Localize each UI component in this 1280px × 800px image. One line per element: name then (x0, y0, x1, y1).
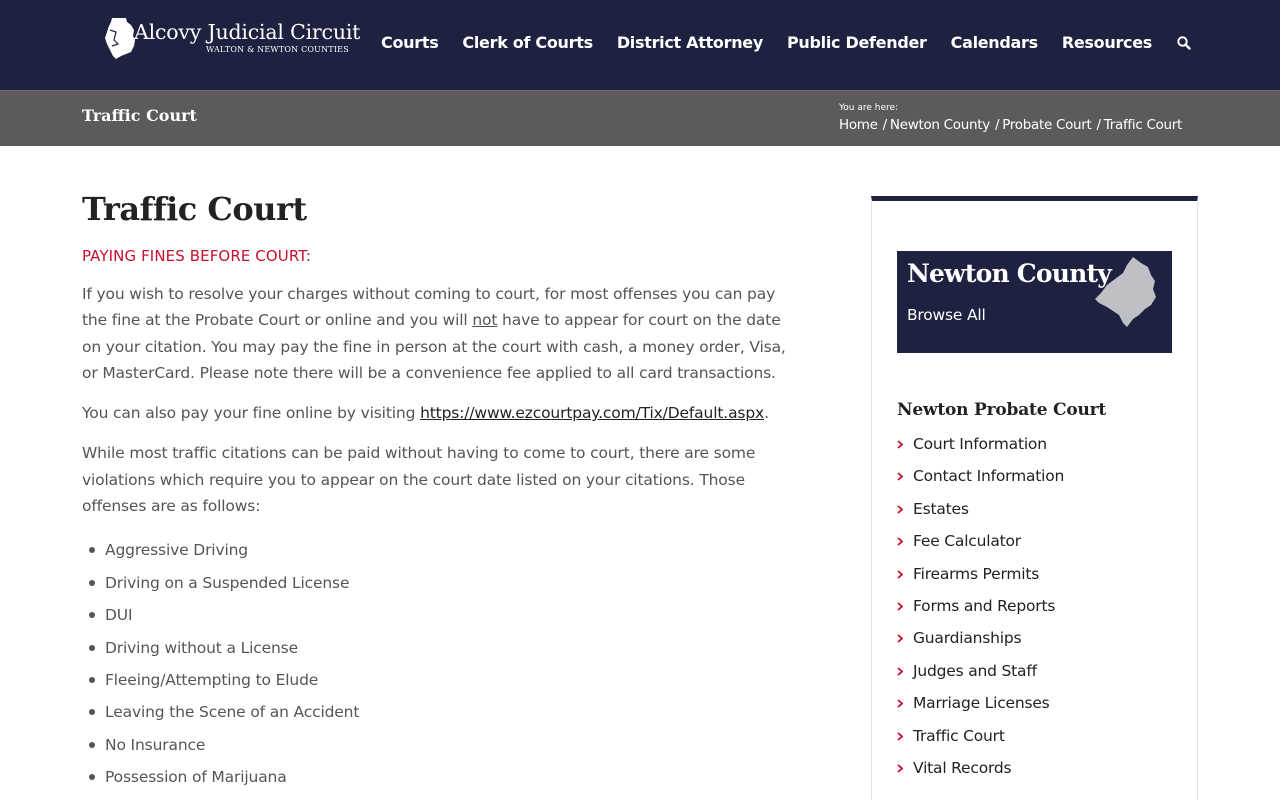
chevron-right-icon (897, 764, 903, 773)
sidebar-item-label: Vital Records (913, 758, 1012, 777)
paragraph-text: You can also pay your fine online by visiting (82, 404, 421, 423)
sidebar-item-firearms-permits[interactable] (897, 563, 1064, 595)
sidebar-item-vital-records[interactable] (897, 757, 1064, 789)
county-title: Newton County (907, 259, 1111, 288)
list-item: Fleeing/Attempting to Elude (82, 669, 802, 701)
emphasis-not: not (472, 311, 498, 330)
sidebar-item-estates[interactable] (897, 498, 1064, 530)
chevron-right-icon (897, 505, 903, 514)
nav-public-defender[interactable]: Public Defender (786, 33, 927, 52)
titlebar-title: Traffic Court (82, 106, 197, 125)
site-logo[interactable] (104, 16, 364, 62)
sidebar-item-label: Traffic Court (913, 726, 1005, 745)
paragraph-paying-fines (82, 281, 802, 386)
breadcrumb-separator: / (1096, 117, 1101, 133)
paragraph-pay-online (82, 400, 802, 426)
chevron-right-icon (897, 472, 903, 481)
page-title: Traffic Court (82, 190, 307, 228)
sidebar-heading: Newton Probate Court (897, 400, 1107, 420)
chevron-right-icon (897, 537, 903, 546)
breadcrumb-label: You are here: (839, 103, 899, 113)
section-heading: PAYING FINES BEFORE COURT: (82, 247, 312, 265)
search-icon[interactable] (1176, 35, 1192, 51)
sidebar-nav-list (897, 433, 1064, 789)
sidebar-item-label: Guardianships (913, 629, 1022, 648)
main-nav (357, 33, 1192, 52)
sidebar-item-label: Firearms Permits (913, 564, 1040, 583)
chevron-right-icon (897, 732, 903, 741)
sidebar-item-label: Forms and Reports (913, 596, 1056, 615)
sidebar-item-marriage-licenses[interactable] (897, 692, 1064, 724)
breadcrumb (839, 117, 1182, 133)
nav-calendars[interactable]: Calendars (950, 33, 1038, 52)
list-item: DUI (82, 604, 802, 636)
browse-all-link[interactable]: Browse All (907, 306, 986, 324)
list-item: No Insurance (82, 734, 802, 766)
paragraph-text: If you wish to resolve your charges without coming to court, for most offenses you can pay the fine at the Probate Court or online and you will (82, 285, 776, 330)
county-map-icon (1093, 255, 1159, 331)
nav-courts[interactable]: Courts (381, 33, 439, 52)
chevron-right-icon (897, 667, 903, 676)
breadcrumb-probate-court[interactable]: Probate Court (1002, 117, 1092, 133)
sidebar-item-contact-information[interactable] (897, 465, 1064, 497)
breadcrumb-separator: / (994, 117, 1000, 133)
sidebar-item-label: Estates (913, 499, 969, 518)
nav-district-attorney[interactable]: District Attorney (616, 33, 763, 52)
list-item: Driving on a Suspended License (82, 572, 802, 604)
chevron-right-icon (897, 602, 903, 611)
site-header (0, 0, 1280, 90)
sidebar-item-forms-and-reports[interactable] (897, 595, 1064, 627)
sidebar-item-label: Judges and Staff (913, 661, 1037, 680)
logo-title: Alcovy Judicial Circuit (134, 20, 361, 44)
paragraph-required-appearance: While most traffic citations can be paid without having to come to court, there are some violations which require you to appear on the court date listed on your citations. Those offenses are as follows: (82, 444, 756, 516)
sidebar-item-traffic-court[interactable] (897, 725, 1064, 757)
sidebar-item-label: Marriage Licenses (913, 694, 1050, 713)
sidebar-item-label: Fee Calculator (913, 532, 1021, 551)
sidebar-item-guardianships[interactable] (897, 627, 1064, 659)
breadcrumb-newton-county[interactable]: Newton County (889, 117, 990, 133)
list-item: Driving without a License (82, 637, 802, 669)
chevron-right-icon (897, 699, 903, 708)
main-content (82, 190, 802, 799)
sidebar-item-label: Contact Information (913, 467, 1065, 486)
sidebar (871, 196, 1198, 800)
paragraph-text: have to appear for court on the date on your citation. You may pay the fine in person at the court with cash, a money order, Visa, or MasterCard. Please note there will be a convenience fee applied to all card transactions. (82, 311, 786, 382)
sidebar-item-label: Court Information (913, 435, 1047, 453)
logo-subtitle: WALTON & NEWTON COUNTIES (206, 45, 349, 54)
list-item: Leaving the Scene of an Accident (82, 701, 802, 733)
offense-list (82, 539, 802, 798)
sidebar-item-fee-calculator[interactable] (897, 530, 1064, 562)
sidebar-item-judges-and-staff[interactable] (897, 660, 1064, 692)
page-title-bar (0, 90, 1280, 146)
breadcrumb-current: Traffic Court (1103, 117, 1183, 133)
breadcrumb-home[interactable]: Home (839, 117, 878, 133)
newton-county-browse-card[interactable] (897, 251, 1172, 353)
chevron-right-icon (897, 440, 903, 449)
list-item: Aggressive Driving (82, 539, 802, 571)
paragraph-text: . (764, 404, 769, 423)
nav-resources[interactable]: Resources (1061, 33, 1152, 52)
nav-clerk-of-courts[interactable]: Clerk of Courts (462, 33, 593, 52)
list-item: Possession of Marijuana (82, 766, 802, 798)
breadcrumb-separator: / (882, 117, 887, 133)
chevron-right-icon (897, 570, 903, 579)
ezcourtpay-link[interactable]: https://www.ezcourtpay.com/Tix/Default.aspx (420, 404, 765, 423)
chevron-right-icon (897, 634, 903, 643)
sidebar-item-court-information[interactable] (897, 433, 1064, 465)
